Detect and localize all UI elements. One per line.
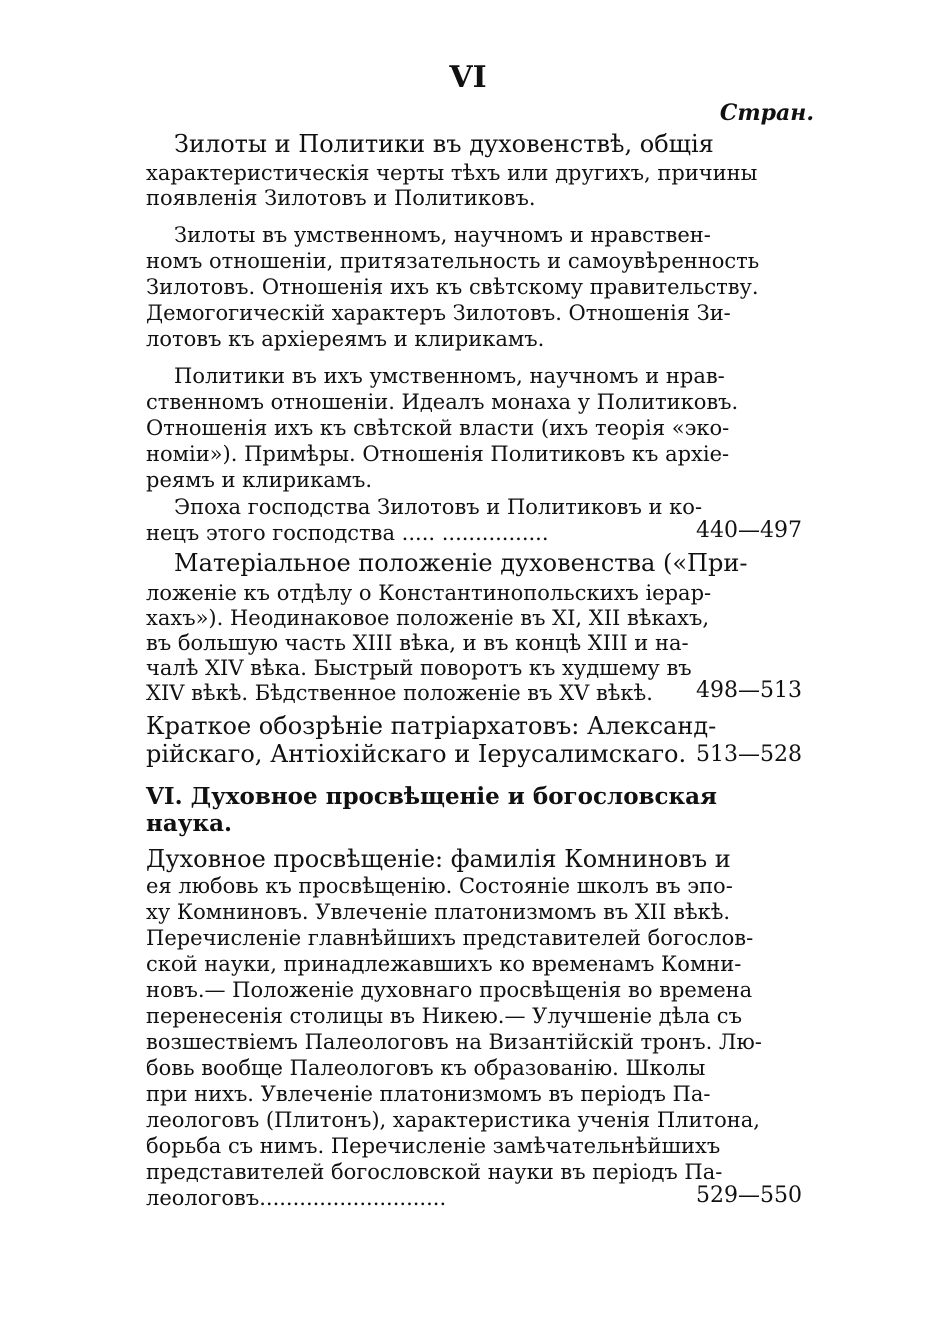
page-number: VI [449,60,487,95]
column-label: Стран. [719,100,814,126]
text-line: Эпоха господства Зилотовъ и Политиковъ и ко- [174,495,703,519]
text-line: леологовъ (Плитонъ), характеристика ученія Плитона, [146,1108,760,1132]
text-line: Зилоты въ умственномъ, научномъ и нравствен- [174,223,711,247]
text-line: хахъ»). Неодинаковое положеніе въ XI, XII вѣкахъ, [146,606,709,630]
text-line: лотовъ къ архіереямъ и клирикамъ. [146,327,545,351]
section-heading: наука. [146,810,232,837]
text-line: леологовъ............................ [146,1186,447,1210]
page-range: 513—528 [696,742,802,767]
text-line: Политики въ ихъ умственномъ, научномъ и нрав- [174,364,725,388]
text-line: чалѣ XIV вѣка. Быстрый поворотъ къ худшему въ [146,656,692,680]
text-line: реямъ и клирикамъ. [146,468,373,492]
text-line: Перечисленіе главнѣйшихъ представителей богослов- [146,926,754,950]
text-line: характеристическія черты тѣхъ или другихъ, причины [146,161,758,185]
text-line: новъ.— Положеніе духовнаго просвѣщенія во времена [146,978,753,1002]
text-line: Матеріальное положеніе духовенства («При- [174,549,748,577]
text-line: Краткое обозрѣніе патріархатовъ: Александ- [146,712,717,740]
text-line: Зилотовъ. Отношенія ихъ къ свѣтскому правительству. [146,275,759,299]
text-line: номъ отношеніи, притязательность и самоувѣренность [146,249,760,273]
text-line: номіи»). Примѣры. Отношенія Политиковъ къ архіе- [146,442,730,466]
text-line: Духовное просвѣщеніе: фамилія Комниновъ и [146,845,731,873]
page-range: 440—497 [696,518,802,543]
text-line: бовь вообще Палеологовъ къ образованію. Школы [146,1056,706,1080]
section-heading: VI. Духовное просвѣщеніе и богословская [146,783,718,810]
text-line: Зилоты и Политики въ духовенствѣ, общія [174,130,714,158]
text-line: ской науки, принадлежавшихъ ко временамъ Комни- [146,952,742,976]
text-line: возшествіемъ Палеологовъ на Византійскій тронъ. Лю- [146,1030,762,1054]
text-line: Демогогическій характеръ Зилотовъ. Отношенія Зи- [146,301,731,325]
text-line: борьба съ нимъ. Перечисленіе замѣчательнѣйшихъ [146,1134,721,1158]
text-line: ху Комниновъ. Увлеченіе платонизмомъ въ XII вѣкѣ. [146,900,731,924]
text-line: при нихъ. Увлеченіе платонизмомъ въ періодъ Па- [146,1082,711,1106]
text-line: представителей богословской науки въ періодъ Па- [146,1160,723,1184]
page-range: 498—513 [696,678,802,703]
text-line: перенесенія столицы въ Никею.— Улучшеніе дѣла съ [146,1004,742,1028]
text-line: рійскаго, Антіохійскаго и Іерусалимскаго. [146,740,687,768]
text-line: ложеніе къ отдѣлу о Константинопольскихъ іерар- [146,581,712,605]
text-line: появленія Зилотовъ и Политиковъ. [146,186,536,210]
text-line: нецъ этого господства ..... ................ [146,521,549,545]
text-line: XIV вѣкѣ. Бѣдственное положеніе въ XV вѣкѣ. [146,681,653,705]
text-line: въ большую часть XIII вѣка, и въ концѣ XIII и на- [146,631,689,655]
text-line: ея любовь къ просвѣщенію. Состояніе школъ въ эпо- [146,874,733,898]
page-range: 529—550 [696,1183,802,1208]
text-line: Отношенія ихъ къ свѣтской власти (ихъ теорія «эко- [146,416,730,440]
text-line: ственномъ отношеніи. Идеалъ монаха у Политиковъ. [146,390,739,414]
